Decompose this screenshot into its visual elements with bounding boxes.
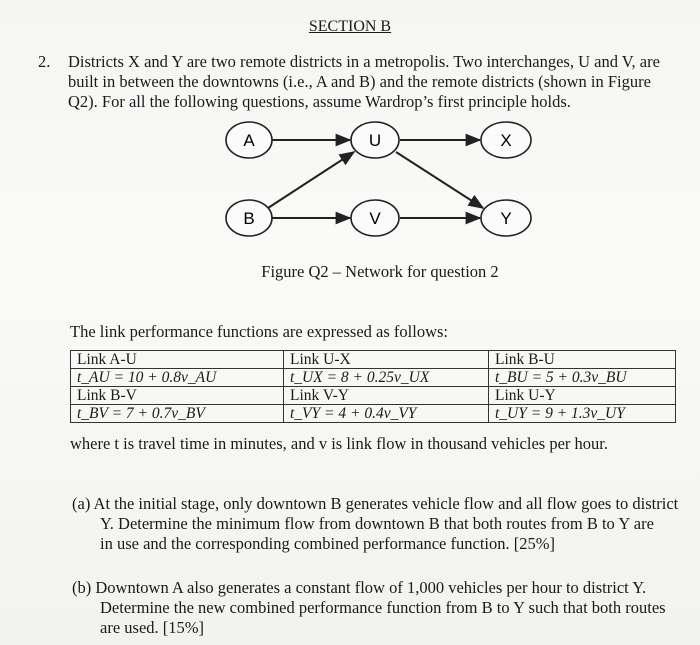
- part-b: [72, 578, 666, 638]
- table-cell: Link B-U: [489, 351, 676, 369]
- table-cell: t_BV = 7 + 0.7v_BV: [71, 405, 284, 423]
- intro-line-1: Districts X and Y are two remote districts in a metropolis. Two interchanges, U and V, are: [68, 52, 660, 71]
- node-x-label: X: [500, 131, 512, 150]
- table-cell: t_UY = 9 + 1.3v_UY: [489, 405, 676, 423]
- network-diagram: [0, 0, 700, 290]
- table-cell: Link A-U: [71, 351, 284, 369]
- figure-caption: Figure Q2 – Network for question 2: [261, 262, 499, 281]
- table-cell: t_BU = 5 + 0.3v_BU: [489, 369, 676, 387]
- table-row: [71, 387, 676, 405]
- node-y-label: Y: [500, 209, 512, 228]
- node-u-label: U: [368, 131, 382, 150]
- part-a-line-3: in use and the corresponding combined performance function. [25%]: [100, 534, 555, 553]
- node-b: [226, 200, 272, 236]
- table-cell: Link U-Y: [489, 387, 676, 405]
- part-b-line-3: are used. [15%]: [100, 618, 204, 637]
- table-cell: Link U-X: [284, 351, 489, 369]
- table-row: [71, 351, 676, 369]
- node-a: [226, 122, 272, 158]
- table-row: [71, 405, 676, 423]
- node-v-label: V: [369, 209, 381, 228]
- intro-line-2: built in between the downtowns (i.e., A and B) and the remote districts (shown in Figure: [68, 72, 651, 91]
- section-title: SECTION B: [308, 18, 392, 35]
- node-v: [351, 200, 399, 236]
- part-a-line-1: (a) At the initial stage, only downtown B generates vehicle flow and all flow goes to district: [72, 494, 679, 513]
- units-note: where t is travel time in minutes, and v is link flow in thousand vehicles per hour.: [70, 434, 608, 453]
- table-row: [71, 369, 676, 387]
- table-cell: Link V-Y: [284, 387, 489, 405]
- part-a-line-2: Y. Determine the minimum flow from downtown B that both routes from B to Y are: [100, 514, 654, 533]
- link-u-y: [396, 152, 483, 208]
- node-y: [481, 200, 531, 236]
- part-b-line-1: (b) Downtown A also generates a constant flow of 1,000 vehicles per hour to district Y.: [72, 578, 647, 597]
- part-b-line-2: Determine the new combined performance function from B to Y such that both routes: [100, 598, 666, 617]
- link-b-u: [268, 152, 354, 208]
- table-cell: t_UX = 8 + 0.25v_UX: [284, 369, 489, 387]
- node-x: [481, 122, 531, 158]
- part-a: [72, 494, 678, 554]
- intro-line-3: Q2). For all the following questions, assume Wardrop’s first principle holds.: [68, 92, 571, 111]
- table-cell: t_VY = 4 + 0.4v_VY: [284, 405, 489, 423]
- node-a-label: A: [243, 131, 255, 150]
- table-cell: Link B-V: [71, 387, 284, 405]
- link-performance-intro: The link performance functions are expressed as follows:: [70, 322, 448, 341]
- question-number: 2.: [38, 52, 51, 71]
- table-cell: t_AU = 10 + 0.8v_AU: [71, 369, 284, 387]
- node-u: [351, 122, 399, 158]
- link-performance-table: [70, 350, 676, 423]
- node-b-label: B: [243, 209, 255, 228]
